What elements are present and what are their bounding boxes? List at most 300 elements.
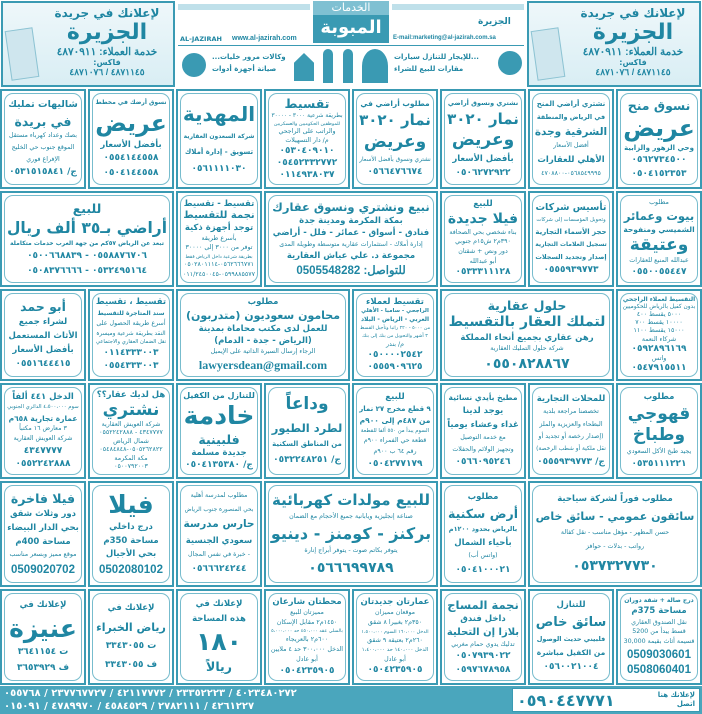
ad-phone: ٠١١٤٣٣٣٠٠٣ bbox=[103, 348, 159, 359]
ad-text: مجموعة د. علي عياش العقارية bbox=[286, 251, 416, 262]
ad-frame bbox=[620, 93, 698, 185]
ad-text: خادمة bbox=[183, 401, 255, 431]
ad-phone: ٠٥٥٢٢٤٢٨٨٨ bbox=[15, 458, 71, 469]
ad-phone: ٠٥٣٣٣١١١٢٨ bbox=[455, 267, 511, 278]
ad-text: نمار ٣٠٢٠ bbox=[359, 111, 431, 130]
advertise-here-box bbox=[512, 688, 700, 712]
ad-frame bbox=[356, 93, 434, 185]
ad-text: من ٤٨٧م إلى ٩٠٠م bbox=[359, 416, 431, 426]
ad-text: تسجيل العلامات التجارية bbox=[535, 240, 607, 248]
ad-text: أسرع طريقة الحصول على bbox=[96, 319, 166, 327]
ad-text: مميزتان للبيع bbox=[290, 609, 324, 617]
classified-ad bbox=[440, 589, 526, 685]
ad-frame bbox=[444, 93, 522, 185]
ad-phone: ٠٥٠٧٩٣٩٠٢٢ bbox=[455, 651, 511, 662]
ad-phone: ٠٥٥٥٩٣٩٧٧٣ bbox=[543, 264, 599, 275]
ad-phone: ٠٥٠٤١٥٢٣٥٣ bbox=[631, 168, 687, 179]
ad-text: أرض سكنية bbox=[448, 506, 518, 522]
ad-text: تقسيط ، تقسيط bbox=[95, 297, 167, 308]
ad-text: الشميسي ومنفوحة bbox=[623, 224, 695, 234]
ad-text: ٣٩٠م٢ ش١٥م جنوبي bbox=[455, 238, 511, 246]
promo-brand: الجزيرة bbox=[592, 20, 674, 45]
ad-text: والراتب على الراجحي bbox=[278, 128, 336, 136]
brand-en: AL-JAZIRAH bbox=[180, 35, 222, 43]
ad-text: فنادق - أسواق - عمائر - فلل - أراضي bbox=[272, 228, 430, 239]
ad-text: م/ بندر bbox=[385, 340, 405, 348]
ad-frame bbox=[444, 387, 522, 475]
ad-text: صناعة إنجليزية ويابانية جميع الأحجام مع الضمان bbox=[289, 512, 413, 520]
ad-phone: ٠٥٠٤٢٣٥٩٠٥ bbox=[279, 665, 335, 676]
ad-text: موقع مميز وبسعر مناسب bbox=[9, 551, 77, 559]
ad-phone: ٠٥٦٢٧٣٤٥٠٠ bbox=[631, 155, 687, 166]
classified-ad bbox=[528, 481, 702, 587]
classified-ad bbox=[0, 289, 86, 381]
ad-text: نبيع ونشتري ونسوق عقارك bbox=[272, 199, 430, 214]
ad-text: ٠٥٦٢٦٦٦٧٧١-٠٥٠٢٨٠١١١٤ bbox=[184, 261, 254, 269]
classified-ad bbox=[528, 191, 614, 287]
classified-ad bbox=[616, 589, 702, 685]
ad-phone: ٠١١٤٩٣٨٠٣٧ bbox=[279, 170, 335, 181]
ad-text: للتنازل bbox=[556, 600, 586, 611]
ad-text: غداء وعشاء يومياً bbox=[447, 420, 519, 431]
logo-main: المبوبة bbox=[320, 17, 382, 38]
ad-frame bbox=[356, 593, 434, 681]
ad-text: للمحلات التجارية bbox=[536, 393, 606, 404]
ad-frame bbox=[4, 485, 82, 583]
ad-phone: للتواصل: 0505548282 bbox=[296, 265, 406, 278]
person-icon bbox=[343, 49, 353, 83]
ad-frame bbox=[620, 293, 698, 377]
ad-text: وتحويل المؤسسات إلى شركات bbox=[536, 216, 606, 223]
ad-frame bbox=[620, 593, 698, 681]
ad-text: ١٨٠ bbox=[196, 626, 242, 656]
logo-top: الخدمات bbox=[313, 1, 389, 15]
promo-box-left bbox=[1, 1, 175, 87]
ad-phone: ٠٥٦٠٠٢١٠٠٤ bbox=[543, 662, 599, 673]
ad-text: قهوجي bbox=[627, 403, 691, 424]
classified-ad bbox=[352, 289, 438, 381]
ad-phone: ٠٥٠٦٢٧٢٩٢٢ bbox=[455, 167, 511, 178]
ad-text: إصدار وتجديد السجلات bbox=[535, 252, 607, 261]
ad-frame bbox=[620, 387, 698, 475]
classified-ad bbox=[264, 481, 438, 587]
ad-text: ١٤٥٠م٢ مقابل الإسكان bbox=[276, 618, 338, 626]
ad-frame bbox=[444, 485, 522, 583]
ad-text: الشرقية وجدة bbox=[534, 125, 608, 138]
map-globe-icon bbox=[498, 51, 522, 75]
ad-phone: ٠٥٦٦٦٢٤٢٤٤ bbox=[191, 564, 247, 575]
classified-ad bbox=[0, 481, 86, 587]
classified-ad bbox=[528, 89, 614, 189]
ad-text: الموقع جنوب حي الخليج bbox=[11, 144, 75, 152]
ad-text: نسوق أرضك في مخطط bbox=[95, 98, 167, 106]
ad-text: توجد أجهزة ذكية bbox=[184, 223, 254, 234]
ad-frame bbox=[532, 93, 610, 185]
ad-frame bbox=[268, 93, 346, 185]
ad-text: أبو حمد bbox=[20, 299, 66, 315]
ad-frame bbox=[92, 293, 170, 377]
ad-frame bbox=[532, 387, 610, 475]
ad-text: في الرياض والمنطقة bbox=[536, 112, 606, 121]
ad-text: بأفضل الأسعار bbox=[100, 139, 162, 150]
ad-text: وحي الزهور والزابية bbox=[624, 143, 694, 152]
ad-text: نقل الصندوق العقاري bbox=[631, 618, 687, 626]
promo-fax-label: فاكس: bbox=[93, 58, 121, 67]
ad-text: سعودي الجنسية bbox=[185, 535, 253, 546]
ad-phone: ٠٥٥١٦٤٤٤١٥ bbox=[15, 359, 71, 370]
ad-text: عريض bbox=[623, 114, 695, 143]
ad-frame bbox=[444, 293, 610, 377]
ad-text: هذه المساحة bbox=[192, 613, 246, 624]
ad-phone: ٠٥٤٥٢٣٣٢٧٧٢ bbox=[276, 158, 338, 169]
classified-ad bbox=[0, 191, 174, 287]
ad-text: للبيع bbox=[385, 391, 405, 402]
ad-text: التقسيط لعملاء الراجحي bbox=[622, 295, 696, 303]
ad-text: نجمة المساج bbox=[447, 597, 519, 612]
promo-title: لإعلانك في جريدة bbox=[54, 6, 160, 20]
ad-text: بلازا إن التحلية bbox=[446, 626, 520, 638]
ad-frame bbox=[532, 195, 610, 283]
ad-text: نقل ملكية أو شطب الرخصة) bbox=[536, 446, 606, 453]
ad-text: بطريقة شرعية داخل الرياض فقط bbox=[185, 254, 253, 260]
ad-frame bbox=[4, 93, 82, 185]
ad-text: واتس bbox=[651, 354, 667, 362]
ad-text: نشتري أراضي المنح bbox=[536, 99, 606, 108]
ad-phone: ٠٥٠٤١٤٤٥٥٨ bbox=[103, 167, 159, 178]
ad-text: بأفضل الأسعار bbox=[452, 153, 514, 164]
ad-text: مطلوب لمدرسة أهلية bbox=[190, 492, 248, 500]
classified-ad bbox=[528, 383, 614, 479]
ad-phone: ٠٥٤٧٩١٥٥١١ bbox=[631, 362, 687, 373]
category-text-4: مقارات للبيع للشراء bbox=[394, 65, 464, 73]
ad-text: الراجحي - سامبا - الأهلي bbox=[361, 308, 429, 315]
ad-text: مطلوب bbox=[467, 491, 499, 502]
classified-ad bbox=[440, 191, 526, 287]
email: E-mail:marketing@al-jazirah.com.sa bbox=[393, 35, 496, 41]
ad-phone: ٠٥٥٠٠٥٥٤٤٧ bbox=[631, 267, 687, 278]
classified-ad bbox=[0, 89, 86, 189]
ad-text: مساحة 375م bbox=[631, 606, 687, 617]
footer-band bbox=[0, 686, 702, 714]
classified-ad bbox=[616, 89, 702, 189]
ad-text: بطريقة شرعية ٣٠٠٠ - ٣٠٠٠٠ bbox=[271, 113, 343, 120]
ad-text: نشتري ونسوق بأفضل الأسعار bbox=[359, 157, 431, 164]
ad-email: lawyersdean@gmail.com bbox=[198, 358, 328, 373]
ad-text: الدخل ٣٠٠،٠٠٠ حد ٤ ملايين bbox=[270, 646, 344, 654]
newspaper-icon bbox=[5, 27, 40, 80]
ad-text: مطلوب فوراً لشركة سياحية bbox=[557, 493, 673, 504]
footer-numbers-line: ٤٠٢٣٤٨٠٢٧٢ / ٢٣٣٥٢٢٢٣ / ٤٢١١٧٧٧٢ / ٢٣٧٧٦٧٧٢٧ / ٠٥٥٧٦٨ bbox=[4, 688, 297, 699]
ad-text: ١٠٠٠٠ يقسط ٧٠٠ bbox=[635, 319, 683, 327]
ad-text: ٥٠٠٠ يقسط ٤٠٠ bbox=[636, 311, 682, 319]
ad-text: رهن عقاري بجميع أنحاء المملكة bbox=[460, 332, 594, 343]
ad-text: دور ونص + شقتان bbox=[458, 248, 508, 256]
ad-text: بمكة المكرمة ومدينة جدة bbox=[299, 215, 403, 226]
ad-frame bbox=[268, 387, 346, 475]
classified-ad bbox=[616, 191, 702, 287]
classified-ad bbox=[176, 89, 262, 189]
classified-ad bbox=[616, 289, 702, 381]
ad-frame bbox=[180, 195, 258, 283]
ad-frame bbox=[356, 293, 434, 377]
ad-text: الدخل ١٦٠،٠٠٠ السوم ١،٥٠٠،٠٠٠ bbox=[361, 629, 429, 635]
ad-text: مساحة 350م bbox=[103, 535, 159, 546]
classified-ad bbox=[440, 383, 526, 479]
ad-text: لطرد الطيور bbox=[271, 420, 343, 435]
classified-ad bbox=[352, 589, 438, 685]
ad-text: سند المتاجرة للتقسيط bbox=[97, 309, 165, 317]
ad-frame bbox=[92, 593, 170, 681]
ad-phone: ٠٥٩٢٨٩٦١٦٩ bbox=[631, 343, 687, 354]
ad-text: قطعة حي الفمراء ٩٠٠م bbox=[363, 437, 427, 445]
ad-phone: ٠٥٣٥١١١٢٢١ bbox=[631, 458, 687, 469]
ad-text: (واتس أب) bbox=[468, 552, 498, 560]
classified-ad bbox=[616, 383, 702, 479]
ad-frame bbox=[180, 387, 258, 475]
ad-text: ٠٥٩٩٨٨٥٥٧٧-٠١١/٢٤٥٠٠٤٥ bbox=[182, 270, 256, 278]
ad-text: بصك وعداد كهرباء مستقل bbox=[8, 132, 78, 140]
brand-ar: الجزيرة bbox=[478, 17, 511, 27]
ad-text: الدخل ١٤٠،٠٠٠ حد ١،٤٠٠،٠٠٠ bbox=[361, 646, 429, 653]
ad-text: الأهلي للعقارات bbox=[537, 154, 605, 165]
ad-text: بالسلي عقد ٤٥٠،٠٠٠ حد ٥،٠٠٠،٠٠٠ bbox=[271, 629, 343, 635]
promo-title: لإعلانك في جريدة bbox=[580, 6, 686, 20]
ad-phone: 0509030601 bbox=[627, 648, 691, 661]
ad-text: ريالاً bbox=[206, 659, 232, 675]
ad-text: أبو عبدالله bbox=[469, 257, 497, 265]
ad-text: مطبخ بأيدي نسائية bbox=[448, 393, 518, 403]
ad-text: وطباخ bbox=[632, 425, 686, 446]
classified-ads-grid bbox=[0, 88, 702, 686]
promo-customer-service: خدمة العملاء: ٤٨٧٠٩١١ bbox=[582, 46, 684, 58]
ad-text: يتوفر بكاتم صوت - يتوفر أبراج إنارة bbox=[304, 547, 398, 555]
ad-text: إدارة أملاك - استثمارات عقارية متوسطة وطويلة المدى bbox=[279, 241, 423, 249]
ad-frame bbox=[4, 593, 82, 681]
ad-text: من المناطق السكنية bbox=[272, 440, 342, 449]
classified-ad bbox=[440, 481, 526, 587]
ad-text: بأفضل الأسعار bbox=[12, 345, 74, 356]
classified-ad bbox=[88, 481, 174, 587]
ad-text: عبدالله المنيع للعقارات bbox=[629, 257, 689, 265]
advertise-label-1: لإعلانك هنا bbox=[657, 691, 695, 699]
ad-text: عمارة تجارية ٦٥٨م bbox=[8, 413, 78, 423]
ad-text: لشراء جميع bbox=[18, 317, 68, 328]
ad-frame bbox=[620, 195, 698, 283]
ad-frame bbox=[4, 195, 170, 283]
ad-text: محامون سعوديون (متدربون) bbox=[185, 309, 341, 323]
category-text-3: ...للإيجار للتنازل سيارات bbox=[394, 53, 479, 61]
promo-fax: ٤٨٧١١٤٥ / ٤٨٧١٠٧٦ bbox=[69, 67, 145, 77]
ad-text: مطلوب bbox=[247, 297, 279, 308]
ad-text: ٠٥٠٠٧٩٢٠٠٣ bbox=[114, 463, 148, 471]
ad-text: بركنز - كومنز - دينيو bbox=[270, 524, 432, 544]
ad-text: مطلوب bbox=[643, 391, 675, 402]
ad-text: رقم ٦٤ ب ٩٠٠م bbox=[373, 448, 417, 456]
ad-phone: 0502080102 bbox=[99, 564, 163, 577]
advertise-phone: ٠٥٩٠٤٤٧٧٧١ bbox=[517, 690, 615, 710]
ad-text: تقسيط bbox=[284, 96, 330, 112]
ad-text: ٩ قطع مخرج ٢٧ نمار bbox=[359, 404, 431, 413]
ad-phone: ٠٥٥٨٨٧٦٧٠٦ - ٠٥٠٠٦٦٨٨٣٩ bbox=[27, 251, 147, 262]
classified-ad bbox=[0, 589, 86, 685]
ad-frame bbox=[444, 593, 522, 681]
classifieds-logo bbox=[313, 1, 389, 43]
ad-phone: ٠٥٠٤١٠٠٠٢١ bbox=[455, 564, 511, 575]
ad-phone: ج/ ٠٥٣٢٢٤٨٢٥١ bbox=[273, 455, 341, 466]
ad-text: مساحة 400م bbox=[15, 537, 71, 548]
promo-customer-service: خدمة العملاء: ٤٨٧٠٩١١ bbox=[56, 46, 158, 58]
classified-ad bbox=[176, 383, 262, 479]
category-text-2: صيانة أجهزة أدوات bbox=[212, 65, 277, 73]
ad-text: عمارتان جديدتان bbox=[360, 597, 430, 608]
ad-text: دور وثلاث شقق bbox=[9, 509, 77, 520]
classified-ad bbox=[88, 383, 174, 479]
ad-phone: ٠٥٠٠٠٠٢٥٤٢ bbox=[367, 349, 423, 360]
ad-text: حجز الأسماء التجارية bbox=[535, 228, 607, 237]
advertise-label bbox=[658, 691, 695, 709]
ad-frame bbox=[180, 93, 258, 185]
ad-phone: 0509020702 bbox=[11, 563, 75, 576]
ad-text: يوجد لدينا bbox=[462, 406, 504, 417]
ad-text: فيلا bbox=[108, 489, 154, 519]
footer-numbers bbox=[4, 687, 504, 713]
ad-frame bbox=[444, 195, 522, 283]
ad-text: شركاء النعمة bbox=[641, 335, 677, 343]
ad-text: هل لديك عقار؟؟ bbox=[96, 389, 166, 400]
ad-text: شركة السعدون العقارية bbox=[183, 132, 255, 140]
ad-phone: ٤٣٤٧٧٧٧ bbox=[23, 445, 63, 456]
ad-frame bbox=[4, 293, 82, 377]
promo-box-right bbox=[527, 1, 701, 87]
ad-text: رواتب - بدلات - حوافز bbox=[585, 543, 645, 551]
ad-text: من ٥٠٠٠ - ٢٢٠ راتبا وتأجيل القسط bbox=[359, 326, 431, 332]
ad-text: في بريدة bbox=[14, 114, 72, 130]
ad-text: توفر من ٣٠٠٠ إلى ٣٠٠٠٠ bbox=[185, 244, 253, 252]
ad-text: وعريض bbox=[451, 130, 515, 151]
classified-ad bbox=[88, 89, 174, 189]
ad-text: تسويق - إدارة أملاك bbox=[184, 147, 254, 156]
classified-ad bbox=[264, 383, 350, 479]
classified-ad bbox=[0, 383, 86, 479]
ad-text: م/ دار التسهيلات bbox=[285, 137, 329, 145]
classified-ad bbox=[176, 589, 262, 685]
ad-text: مع خدمة التوصيل bbox=[460, 434, 506, 442]
ad-text: يجيد طبخ الأكل السعودي bbox=[626, 448, 692, 456]
promo-fax: ٤٨٧١١٤٥ / ٤٨٧١٠٧٦ bbox=[595, 67, 671, 77]
ad-frame bbox=[268, 485, 434, 583]
ad-text: تأسيس شركات bbox=[535, 201, 607, 213]
ad-text: فلبينية bbox=[198, 431, 240, 447]
ad-text: سائقون عمومي - سائق خاص bbox=[535, 510, 695, 524]
ad-frame bbox=[532, 593, 610, 681]
ad-text: أبو عادل bbox=[384, 655, 406, 663]
ad-text: بحي الأجيال bbox=[105, 549, 157, 560]
ad-text: أبو عادل bbox=[296, 655, 318, 663]
ad-text: عنيزة bbox=[9, 613, 77, 643]
ad-text: ٢٦٠م٢ بعتيقة ٩ شقق bbox=[367, 637, 423, 645]
ad-phone: ٠٥٣٠٤٠٩٠١٠ bbox=[279, 146, 335, 157]
ad-text: العربي - الرياض - البلاد bbox=[360, 316, 430, 324]
ad-text: قسيمة أثاث بقيمة 30,000 bbox=[623, 637, 695, 645]
ad-phone: ٠٥٦١١١١٠٣٠ bbox=[191, 163, 247, 174]
promo-brand: الجزيرة bbox=[66, 20, 148, 45]
ad-text: الأثاث المستعمل bbox=[8, 331, 78, 342]
ad-text: لإعلانك في bbox=[195, 599, 243, 610]
ad-phone: ٠٥٣٧٣٢٧٧٣٠ bbox=[572, 557, 658, 574]
ad-phone: ت ٣٣٤٣٠٥٥ bbox=[105, 641, 157, 652]
ad-phone: ٠٥٥٥٩٠٩٦٢٥ bbox=[367, 361, 423, 372]
tree-house-icon bbox=[362, 49, 388, 83]
ad-text: فلبيني حديث الوصول bbox=[536, 635, 606, 644]
ad-text: أفضل الأسعار bbox=[553, 142, 589, 150]
website: www.al-jazirah.com bbox=[232, 35, 297, 42]
ad-text: درج داخلي bbox=[109, 521, 153, 532]
ad-text: موقعان مميزان bbox=[375, 609, 415, 617]
ad-text: ١٥٠٠٠ يقسط ١١٠٠ bbox=[633, 327, 685, 335]
ad-text: المهدية bbox=[182, 101, 256, 126]
phone-dial-icon bbox=[182, 53, 206, 77]
ad-text: تخصصنا مراجعة بلدية bbox=[543, 408, 599, 416]
ad-frame bbox=[180, 293, 346, 377]
promo-fax-label: فاكس: bbox=[619, 58, 647, 67]
classified-ad bbox=[88, 589, 174, 685]
classified-ad bbox=[352, 89, 438, 189]
ad-text: سوم ٤،٥٠٠،٠٠٠ الدائري الجنوبي bbox=[7, 404, 79, 411]
ad-text: تقسيط لعملاء bbox=[366, 296, 424, 307]
classified-ad bbox=[88, 289, 174, 381]
ad-phone: ٠٥٦٦٠٩٥٢٤٦ bbox=[455, 457, 511, 468]
classified-ad bbox=[176, 191, 262, 287]
garage-car-icon bbox=[294, 53, 314, 81]
ad-text: نشتري ونسوق أراضي bbox=[447, 98, 519, 107]
ad-text: نجمة للتقسيط bbox=[183, 210, 255, 222]
ad-text: نقل الضمان العقاري والاجتماعي bbox=[95, 339, 167, 346]
ad-frame bbox=[4, 387, 82, 475]
ad-phone: ٠٥٣٢٤٩٥١٦٤ - ٠٥٠٨٣٧٦٦٦٦ bbox=[27, 265, 147, 276]
ad-frame bbox=[180, 485, 258, 583]
ad-text: بأحياء الشمال bbox=[454, 537, 512, 548]
advertise-label-2: اتصل bbox=[676, 700, 695, 708]
ad-text: حارس مدرسة bbox=[183, 518, 255, 531]
ad-text: محطتان شارعان bbox=[272, 597, 342, 608]
ad-text: لإعلانك في bbox=[107, 602, 155, 613]
ad-text: ٣ أشهر والتحويل من بنك إلى بنك bbox=[362, 333, 428, 339]
ad-text: داخل فندق bbox=[460, 613, 506, 624]
ad-phone: ٠٥٠٤٢٧٧١٧٩ bbox=[367, 458, 423, 469]
ad-phone: ٠٥٥٤١٤٤٥٥٨ bbox=[103, 153, 159, 164]
ad-frame bbox=[92, 485, 170, 583]
ad-text: بدون كفيل بالرياض للحكوميين bbox=[622, 304, 696, 311]
page-header bbox=[0, 0, 702, 88]
classifieds-masthead bbox=[178, 1, 524, 87]
ad-text: شركة العويش العقارية bbox=[101, 420, 161, 428]
ad-text: شركة العويش العقارية bbox=[13, 435, 73, 443]
ad-frame bbox=[268, 195, 434, 283]
ad-text: أراضي بـ٣٥ ألف ريال bbox=[6, 218, 168, 237]
ad-text: بيوت وعمائر bbox=[623, 209, 695, 224]
ad-text: البطحاء والعزيزية والملز bbox=[539, 420, 603, 428]
ad-phone: ج/ ٠٥٠٤١٣٥٣٨٠ bbox=[185, 459, 253, 470]
ad-text: بحي المنصورة جنوب الرياض bbox=[184, 506, 254, 513]
ad-phone: ٠٥٦٦٦٩٩٧٨٩ bbox=[308, 559, 394, 576]
footer-numbers-line: ٤٢٦١٢٢٧ / ٢٧٨٢١١١ / ٤٥٨٤٥٢٩ / ٤٧٨٩٩٧٠ / ٠١٥٠٩١ bbox=[4, 701, 255, 712]
ad-frame bbox=[92, 387, 170, 475]
ad-text: بحي الدار البيضاء bbox=[7, 523, 79, 534]
classified-ad bbox=[264, 191, 438, 287]
ad-text: للبيع مولدات كهربائية bbox=[272, 490, 430, 509]
ad-text: ٦٠٠م٢ بالعريجاء bbox=[285, 636, 329, 644]
ad-text: للعمل لدى مكتب محاماة بمدينة bbox=[198, 324, 328, 335]
